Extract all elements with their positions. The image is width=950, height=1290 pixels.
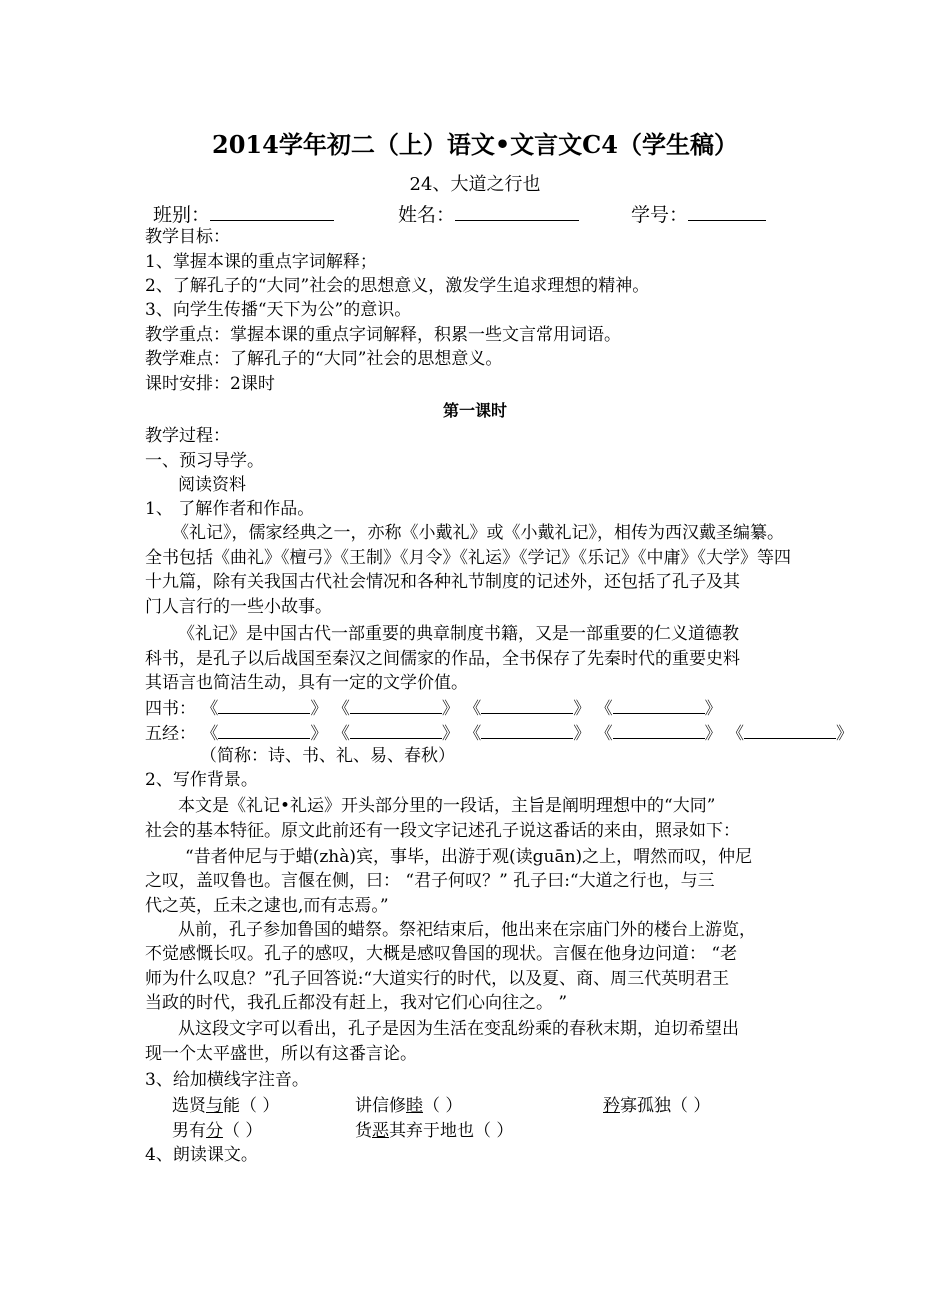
book-blank[interactable] <box>481 695 573 714</box>
book-mark-open: 《 <box>727 724 745 744</box>
classic-blank[interactable] <box>218 720 310 739</box>
book-mark-close: 》 <box>704 724 722 744</box>
book-mark-close: 》 <box>310 724 328 744</box>
paragraph-line: 其语言也简洁生动，具有一定的文学价值。 <box>145 673 468 693</box>
book-mark-open: 《 <box>201 699 219 719</box>
book-mark-close: 》 <box>573 699 591 719</box>
book-blank[interactable] <box>218 695 310 714</box>
reading-heading: 阅读资料 <box>178 475 246 495</box>
four-books-row <box>145 695 722 721</box>
classic-blank[interactable] <box>744 720 836 739</box>
quote-line: 之叹，盖叹鲁也。言偃在侧，曰： “君子何叹？” 孔子曰:“大道之行也，与三 <box>145 871 715 891</box>
class-label: 班别： <box>153 204 211 226</box>
pinyin-question[interactable]: 矜寡孤独（ ） <box>603 1096 711 1116</box>
abbrev-note: （简称：诗、书、礼、易、春秋） <box>200 746 455 766</box>
paragraph-line: 现一个太平盛世，所以有这番言论。 <box>145 1044 417 1064</box>
paragraph-line: 科书，是孔子以后战国至秦汉之间儒家的作品，全书保存了先秦时代的重要史料 <box>145 649 740 669</box>
classic-blank[interactable] <box>350 720 442 739</box>
book-mark-open: 《 <box>595 724 613 744</box>
book-mark-close: 》 <box>704 699 722 719</box>
book-blank[interactable] <box>613 695 705 714</box>
quote-line: “昔者仲尼与于蜡(zhà)宾，事毕，出游于观(读guān)之上，喟然而叹，仲尼 <box>185 847 753 867</box>
five-classics-label: 五经： <box>145 724 196 744</box>
book-mark-close: 》 <box>836 724 854 744</box>
name-field <box>398 200 579 229</box>
item-heading: 1、 了解作者和作品。 <box>145 499 315 519</box>
item-heading: 4、朗读课文。 <box>145 1145 258 1165</box>
book-mark-open: 《 <box>332 724 350 744</box>
page-title: 2014学年初二（上）语文•文言文C4（学生稿） <box>212 130 738 159</box>
book-blank[interactable] <box>350 695 442 714</box>
paragraph-line: 当政的时代，我孔丘都没有赶上，我对它们心向往之。 ” <box>145 993 568 1013</box>
book-mark-open: 《 <box>201 724 219 744</box>
lesson-heading: 第一课时 <box>442 401 507 420</box>
paragraph-line: 不觉感慨长叹。孔子的感叹，大概是感叹鲁国的现状。言偃在他身边问道： “老 <box>145 944 738 964</box>
book-mark-open: 《 <box>464 699 482 719</box>
book-mark-close: 》 <box>573 724 591 744</box>
book-mark-open: 《 <box>464 724 482 744</box>
book-mark-open: 《 <box>332 699 350 719</box>
objectives-heading: 教学目标： <box>145 227 230 247</box>
paragraph-line: 门人言行的一些小故事。 <box>145 597 332 617</box>
quote-line: 代之英，丘未之逮也,而有志焉。” <box>145 896 389 916</box>
process-heading: 教学过程： <box>145 426 230 446</box>
classic-blank[interactable] <box>481 720 573 739</box>
paragraph-line: 师为什么叹息？”孔子回答说:“大道实行的时代，以及夏、商、周三代英明君王 <box>145 969 730 989</box>
number-field <box>631 200 766 229</box>
objective-item: 3、向学生传播“天下为公”的意识。 <box>145 300 412 320</box>
objective-item: 1、掌握本课的重点字词解释； <box>145 252 377 272</box>
pinyin-question[interactable]: 男有分（ ） <box>172 1121 263 1141</box>
book-mark-close: 》 <box>441 699 459 719</box>
name-label: 姓名： <box>398 204 456 226</box>
four-books-label: 四书： <box>145 699 196 719</box>
book-mark-close: 》 <box>310 699 328 719</box>
section-heading: 一、预习导学。 <box>145 451 264 471</box>
item-heading: 3、给加横线字注音。 <box>145 1070 309 1090</box>
difficulty: 教学难点：了解孔子的“大同”社会的思想意义。 <box>145 349 503 369</box>
name-blank[interactable] <box>455 200 579 221</box>
pinyin-question[interactable]: 讲信修睦（ ） <box>355 1096 463 1116</box>
pinyin-question[interactable]: 货恶其弃于地也（ ） <box>355 1121 514 1141</box>
paragraph-line: 本文是《礼记•礼运》开头部分里的一段话，主旨是阐明理想中的“大同” <box>178 796 716 816</box>
book-mark-close: 》 <box>441 724 459 744</box>
objective-item: 2、了解孔子的“大同”社会的思想意义，激发学生追求理想的精神。 <box>145 276 650 296</box>
paragraph-line: 全书包括《曲礼》《檀弓》《王制》《月令》《礼运》《学记》《乐记》《中庸》《大学》等四 <box>145 548 791 568</box>
lesson-subtitle: 24、大道之行也 <box>409 174 541 195</box>
class-blank[interactable] <box>210 200 334 221</box>
key-points: 教学重点：掌握本课的重点字词解释，积累一些文言常用词语。 <box>145 325 621 345</box>
pinyin-question[interactable]: 选贤与能（ ） <box>172 1096 280 1116</box>
schedule: 课时安排：2课时 <box>145 374 275 394</box>
number-label: 学号： <box>631 204 689 226</box>
number-blank[interactable] <box>688 200 766 221</box>
five-classics-row <box>145 720 853 746</box>
paragraph-line: 社会的基本特征。原文此前还有一段文字记述孔子说这番话的来由，照录如下： <box>145 821 740 841</box>
item-heading: 2、写作背景。 <box>145 770 258 790</box>
paragraph-line: 从前，孔子参加鲁国的蜡祭。祭祀结束后，他出来在宗庙门外的楼台上游览， <box>178 920 756 940</box>
paragraph-line: 《礼记》是中国古代一部重要的典章制度书籍，又是一部重要的仁义道德教 <box>178 624 739 644</box>
student-info-row <box>0 200 950 228</box>
paragraph-line: 十九篇，除有关我国古代社会情况和各种礼节制度的记述外，还包括了孔子及其 <box>145 572 740 592</box>
classic-blank[interactable] <box>613 720 705 739</box>
paragraph-line: 从这段文字可以看出，孔子是因为生活在变乱纷乘的春秋末期，迫切希望出 <box>178 1019 739 1039</box>
book-mark-open: 《 <box>595 699 613 719</box>
paragraph-line: 《礼记》，儒家经典之一，亦称《小戴礼》或《小戴礼记》，相传为西汉戴圣编纂。 <box>172 523 784 543</box>
